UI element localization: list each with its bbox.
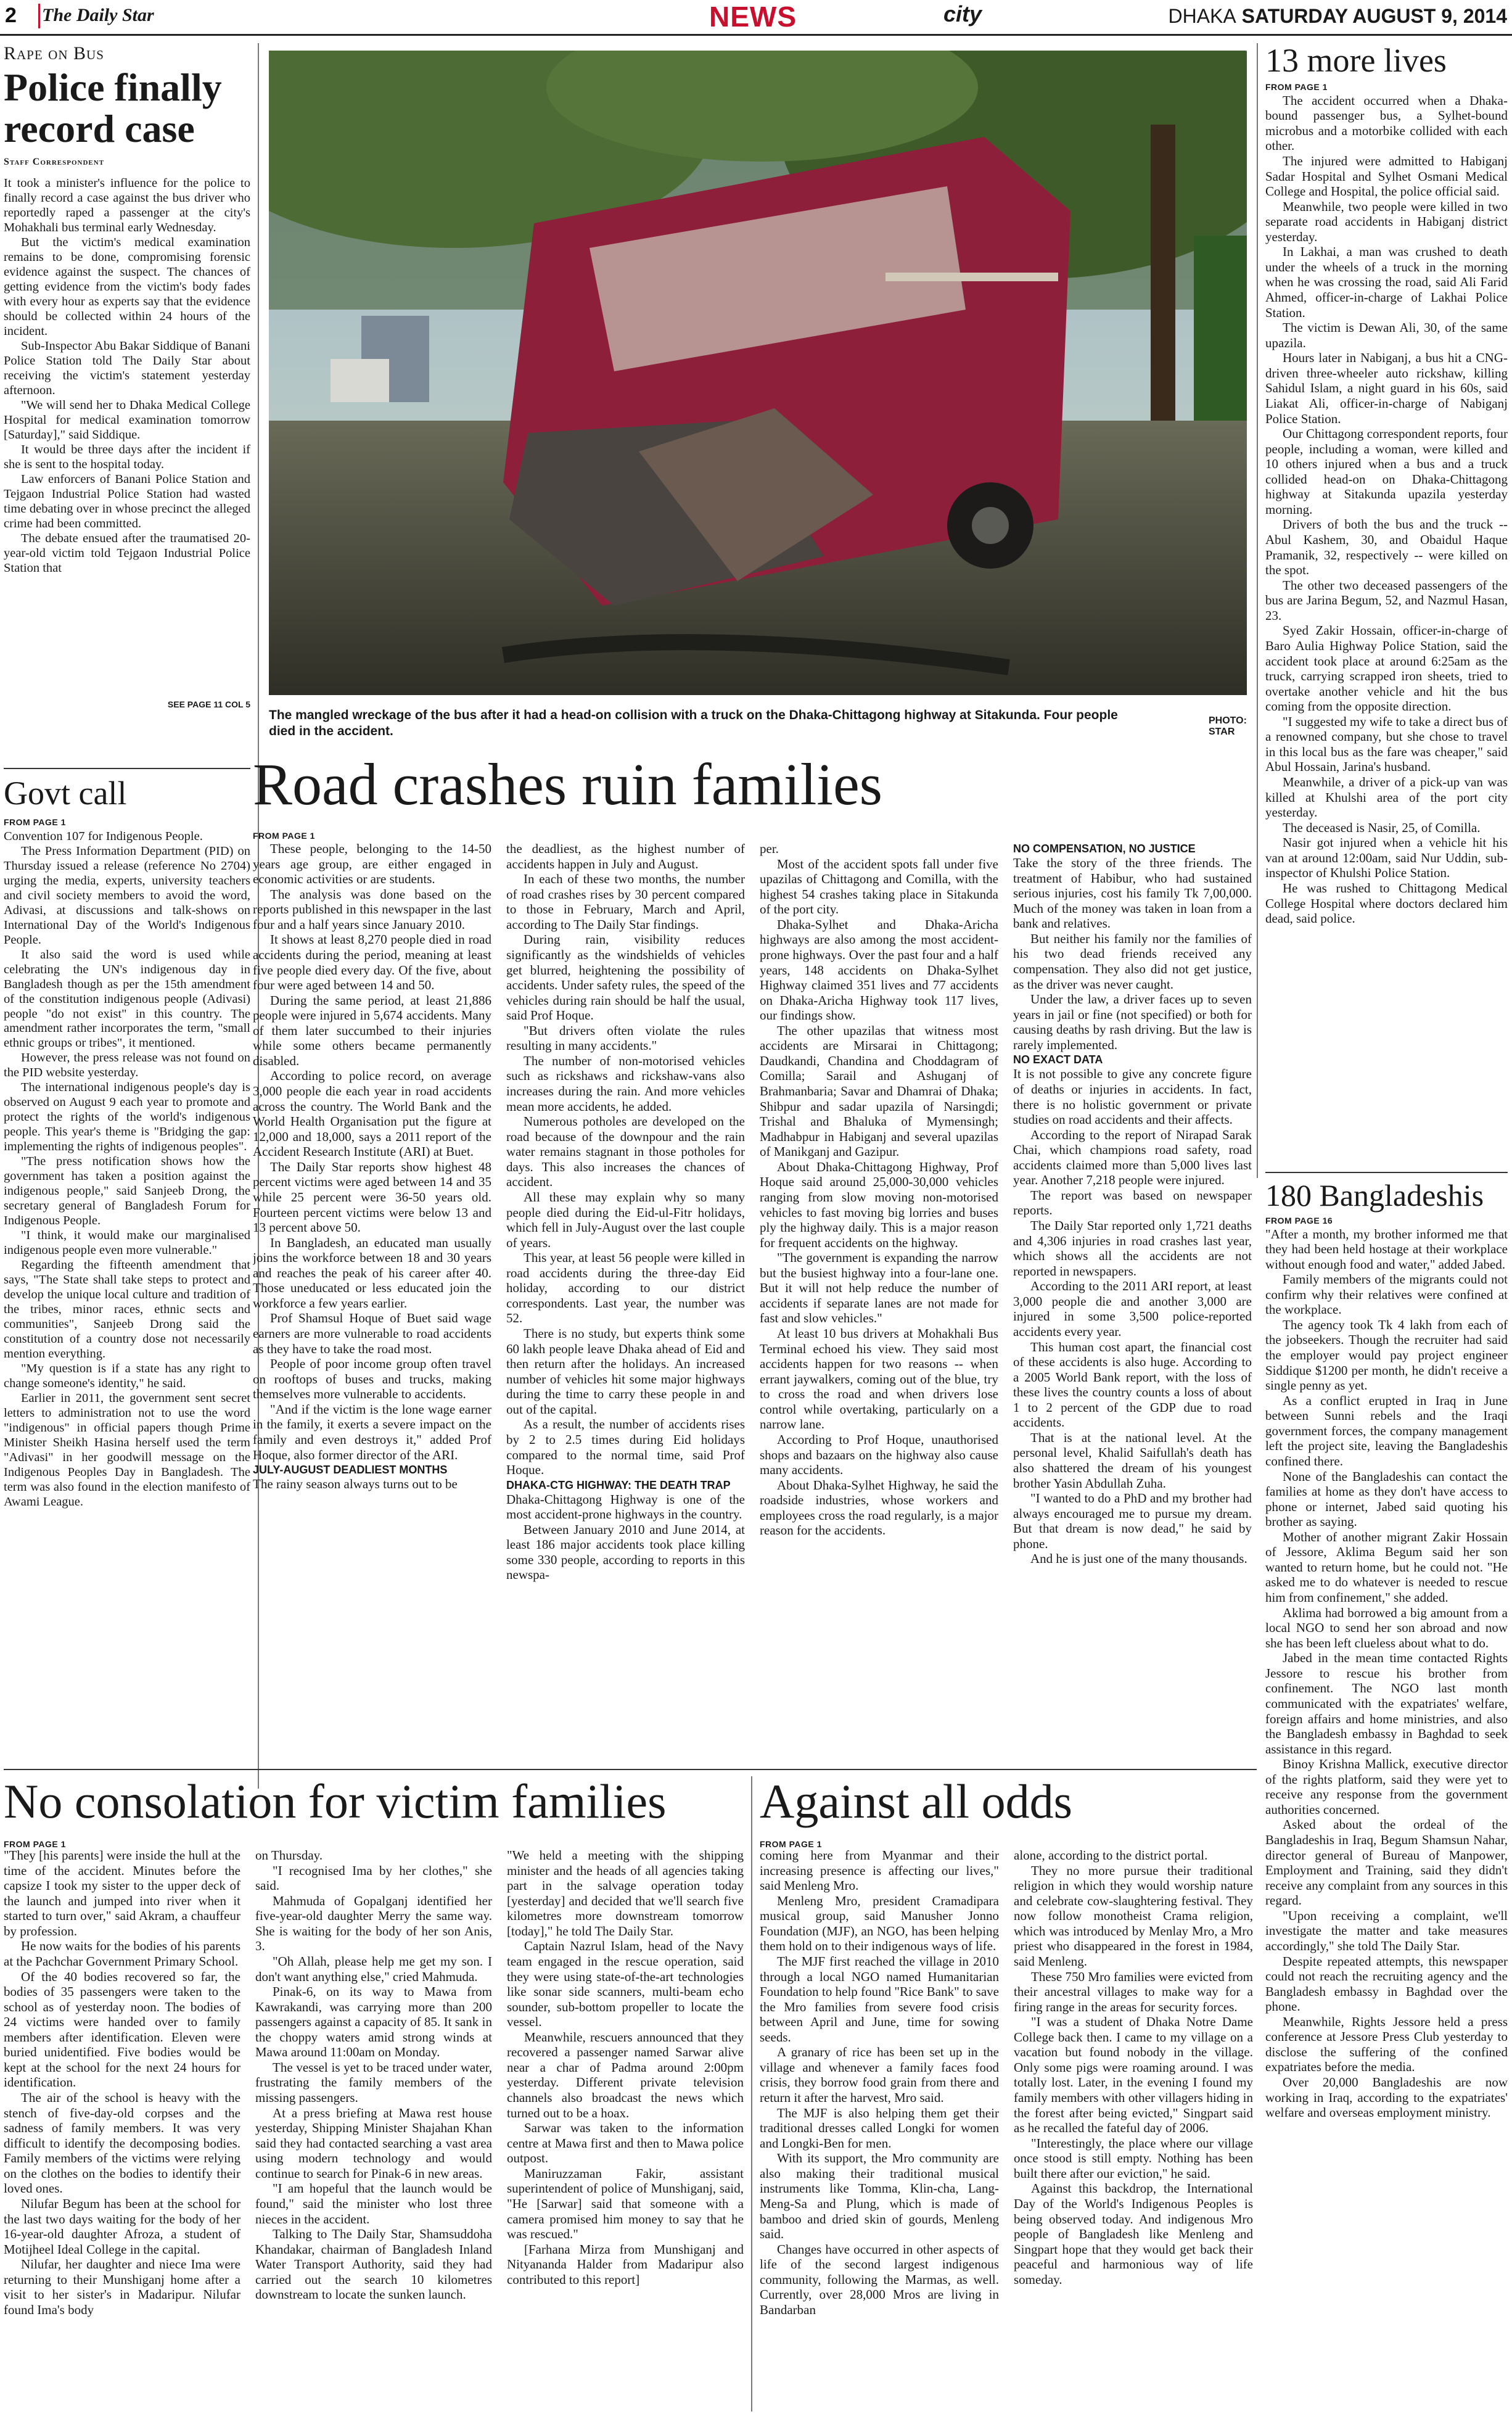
paragraph: coming here from Myanmar and their increasing presence is affecting our lives," said Menleng Mro. — [760, 1848, 999, 1893]
section-label: NEWS — [709, 1, 797, 33]
paragraph: Sub-Inspector Abu Bakar Siddique of Banani Police Station told The Daily Star about receiving the victim's statement yesterday afternoon. — [4, 339, 250, 398]
paragraph: "We held a meeting with the shipping minister and the heads of all agencies taking part in the salvage operation today [yesterday] and decided that we'll search five kilometres more downstream tomorrow [today]," he told The Daily Star. — [507, 1848, 744, 1938]
govt-story-headline: Govt call — [4, 775, 127, 812]
paragraph: Nilufar, her daughter and niece Ima were returning to their Munshiganj home after a visit to her sister's in Madaripur. Nilufar found Ima's body — [4, 2257, 240, 2317]
paragraph: Hours later in Nabiganj, a bus hit a CNG-driven three-wheeler auto rickshaw, killing Sahidul Islam, a night guard in his 60s, said Liakat Ali, officer-in-charge of Nabiganj Police Station. — [1265, 350, 1508, 426]
paragraph: About Dhaka-Sylhet Highway, he said the roadside industries, whose workers and employees cross the road regularly, is a major reason for the accidents. — [760, 1477, 998, 1538]
paragraph: Mother of another migrant Zakir Hossain of Jessore, Aklima Begum said her son wanted to return home, but he could not. "He asked me to do whatever is needed to rescue him from confinement," she added. — [1265, 1529, 1508, 1605]
road-story-column — [1013, 841, 1252, 1754]
paragraph: According to Prof Hoque, unauthorised shops and bazaars on the highway also cause many accidents. — [760, 1432, 998, 1478]
paragraph: Over 20,000 Bangladeshis are now working in Iraq, according to the expatriates' welfare and overseas employment ministry. — [1265, 2075, 1508, 2120]
road-story-headline: Road crashes ruin families — [253, 751, 883, 817]
paragraph: Convention 107 for Indigenous People. — [4, 829, 203, 843]
bus-wreck-illustration — [269, 51, 1247, 695]
paragraph: "Interestingly, the place where our village once stood is still empty. Nothing has been built there after our eviction," he said. — [1014, 2135, 1253, 2181]
paragraph: At least 10 bus drivers at Mohakhali Bus Terminal echoed his view. They said most accidents happen for two reasons -- when errant jaywalkers, coming out of the blue, try to cross the road and when drivers lose control while overtaking, particularly on a narrow lane. — [760, 1326, 998, 1432]
paragraph: Meanwhile, two people were killed in two separate road accidents in Habiganj district yesterday. — [1265, 199, 1508, 244]
paragraph: "And if the victim is the lone wage earner in the family, it exerts a severe impact on the family and even destroys it," added Prof Hoque, also former director of the ARI. — [253, 1401, 491, 1462]
paragraph: [Farhana Mirza from Munshiganj and Nityananda Halder from Madaripur also contributed to this report] — [507, 2241, 744, 2287]
paragraph: It shows at least 8,270 people died in road accidents during the period, meaning at least five people died every day. Of the five, about four were aged between 14 and 50. — [253, 932, 491, 993]
paragraph: None of the Bangladeshis can contact the families at home as they don't have access to phone or internet, Jabed said quoting his brother as saying. — [1265, 1469, 1508, 1530]
paragraph: The Daily Star reports show highest 48 percent victims were aged between 14 and 35 while 25 percent were 36-50 years old. Fourteen percent victims were below 13 and 13 percent above 50. — [253, 1159, 491, 1235]
paragraph: The other two deceased passengers of the bus are Jarina Begum, 52, and Nazmul Hasan, 23. — [1265, 577, 1508, 623]
paragraph: The victim is Dewan Ali, 30, of the same upazila. — [1265, 320, 1508, 350]
paragraph: Of the 40 bodies recovered so far, the bodies of 35 passengers were taken to the school as of yesterday noon. The bodies of 24 victims were handed over to family members after identification. Eleven were buried unidentified. Five bodies would be kept at the school for the next 24 hours for identification. — [4, 1969, 240, 2090]
rape-story-body — [4, 176, 250, 699]
paragraph: According to police record, on average 3,000 people die each year in road accidents across the country. The World Bank and the World Health Organisation put the figure at 12,000 and 18,000, says a 2011 report of the Accident Research Institute (ARI) at Buet. — [253, 1068, 491, 1160]
rape-story — [4, 43, 250, 709]
subheading: DHAKA-CTG HIGHWAY: THE DEATH TRAP — [506, 1478, 731, 1491]
paragraph: In Bangladesh, an educated man usually joins the workforce between 18 and 30 years and reaches the peak of his career after 40. Those uneducated or less educated join the workforce a few years earlier. — [253, 1235, 491, 1311]
paragraph: During the same period, at least 21,886 people were injured in 5,674 accidents. Many of them later succumbed to their injuries while some others became permanently disabled. — [253, 992, 491, 1068]
paragraph: Sarwar was taken to the information centre at Mawa first and then to Mawa police outpost. — [507, 2120, 744, 2166]
bangladeshis-story — [1265, 1179, 1508, 2408]
paragraph: Regarding the fifteenth amendment that says, "The State shall take steps to protect and develop the unique local culture and tradition of the tribes, minor races, ethnic sects and communities", Sanjeeb Drong said the constitution of a country dose not necessarily mention everything. — [4, 1258, 250, 1361]
lives-story — [1265, 43, 1508, 1157]
paragraph: Mahmuda of Gopalganj identified her five-year-old daughter Merry the same way. She is waiting for the body of her son Anis, 3. — [255, 1893, 492, 1954]
dateline — [1169, 5, 1508, 28]
paragraph: During rain, visibility reduces significantly as the windshields of vehicles get blurred, heightening the possibility of accidents. Under safety rules, the speed of the vehicles during rain should be half the usual, said Prof Hoque. — [506, 932, 745, 1023]
paragraph: Pinak-6, on its way to Mawa from Kawrakandi, was carrying more than 200 passengers against a capacity of 85. It sank in the choppy waters amid strong winds at Mawa around 11:00am on Monday. — [255, 1984, 492, 2060]
paragraph: But neither his family nor the families of his two dead friends received any compensation. They also did not get justice, as the driver was never caught. — [1013, 931, 1252, 992]
divider — [4, 1769, 1257, 1770]
paragraph: The MJF first reached the village in 2010 through a local NGO named Humanitarian Foundation to help found "Rice Bank" to save the Mro families from severe food crisis between April and June, time for sowing seeds. — [760, 1953, 999, 2045]
road-story-column — [760, 841, 998, 1754]
road-story-headline-wrap — [253, 751, 1252, 817]
column-rule — [751, 1776, 752, 2412]
paragraph: Against this backdrop, the International Day of the World's Indigenous Peoples is being observed today. And indigenous Mro people of Bangladesh like Menleng and Singpart hope that they would get back their peaceful and harmonious way of life someday. — [1014, 2181, 1253, 2287]
paragraph: per. — [760, 841, 779, 856]
paragraph: There is no study, but experts think some 60 lakh people leave Dhaka ahead of Eid and then return after the holidays. An increased number of vehicles hit some major highways during the time to carry these people in and out of the capital. — [506, 1326, 745, 1417]
paragraph: The other upazilas that witness most accidents are Mirsarai in Chittagong; Daudkandi, Chandina and Choddagram of Comilla; Sarail and Ashuganj of Brahmanbaria; Savar and Dhamrai of Dhaka; Shibpur and sadar upazila of Narsingdi; Trishal and Bhaluka of Mymensingh; Madhabpur in Habiganj and several upazilas of Manikganj and Gazipur. — [760, 1023, 998, 1160]
paragraph: About Dhaka-Chittagong Highway, Prof Hoque said around 25,000-30,000 vehicles ranging from slow moving non-motorised vehicles to fast moving big lorries and buses ply the highway daily. This is a major reason for frequent accidents on the highway. — [760, 1159, 998, 1250]
govt-story — [4, 776, 250, 1784]
rape-story-continues: SEE PAGE 11 COL 5 — [167, 699, 250, 710]
paragraph: The injured were admitted to Habiganj Sadar Hospital and Sylhet Osmani Medical College and Hospital, the police official said. — [1265, 153, 1508, 199]
paragraph: The report was based on newspaper reports. — [1013, 1187, 1252, 1218]
paragraph: Meanwhile, a driver of a pick-up van was killed at Khulshi area of the port city yesterday. — [1265, 775, 1508, 820]
paragraph: Law enforcers of Banani Police Station and Tejgaon Industrial Police Station had wasted time debating over in whose precinct the alleged crime had been committed. — [4, 472, 250, 531]
paragraph: The number of non-motorised vehicles such as rickshaws and rickshaw-vans also increases during the rain. And more vehicles mean more accidents, he added. — [506, 1053, 745, 1114]
photo-caption: The mangled wreckage of the bus after it had a head-on collision with a truck on the Dhaka-Chittagong highway at Sitakunda. Four people died in the accident. — [269, 708, 1118, 739]
rape-story-byline: Staff Correspondent — [4, 157, 105, 168]
subheading: NO COMPENSATION, NO JUSTICE — [1013, 842, 1196, 855]
paragraph: It also said the word is used while celebrating the UN's indigenous day in Bangladesh though as per the 15th amendment of the constitution indigenous people (Adivasi) people "do not exist" in this country. The amendment rather incorporates the term, "small ethnic groups or tribes", it mentioned. — [4, 947, 250, 1050]
divider — [4, 768, 250, 769]
paragraph: "The press notification shows how the government has taken a position against the indigenous people," said Sanjeeb Drong, the secretary general of Bangladesh Forum for Indigenous People. — [4, 1155, 250, 1228]
column-rule — [1257, 43, 1258, 1178]
masthead — [0, 0, 1512, 36]
photo-credit-name: STAR — [1209, 727, 1235, 737]
paragraph: That is at the national level. At the personal level, Khalid Saifullah's death has also shattered the dream of his youngest brother Yasin Abdullah Zuha. — [1013, 1430, 1252, 1491]
paragraph: The Daily Star reported only 1,721 deaths and 4,306 injuries in road crashes last year, which shows all the accidents are not reported in newspapers. — [1013, 1218, 1252, 1279]
paragraph: These people, belonging to the 14-50 years age group, are either engaged in economic activities or are students. — [253, 841, 491, 887]
paragraph: Earlier in 2011, the government sent secret letters to administration not to use the word "indigenous" in official papers though Prime Minister Sheikh Hasina herself used the term "Adivasi" in her goodwill message on the Indigenous Peoples Day in Bangladesh. The term was also found in the election manifesto of Awami League. — [4, 1391, 250, 1509]
paragraph: the deadliest, as the highest number of accidents happen in July and August. — [506, 841, 745, 871]
govt-story-body — [4, 830, 250, 1784]
road-story-column — [506, 841, 745, 1754]
paragraph: In Lakhai, a man was crushed to death under the wheels of a truck in the morning when he was crossing the road, said Ali Farid Ahmed, officer-in-charge of Lakhai Police Station. — [1265, 244, 1508, 320]
road-story-from-page: FROM PAGE 1 — [253, 831, 315, 841]
paragraph: At a press briefing at Mawa rest house yesterday, Shipping Minister Shajahan Khan said they had contacted searching a vast area using modern technology and would continue to search for Pinak-6 in new areas. — [255, 2105, 492, 2181]
dateline-city: DHAKA — [1168, 5, 1236, 27]
divider — [1265, 1172, 1508, 1173]
page-number: 2 — [5, 4, 17, 27]
paragraph: on Thursday. — [255, 1848, 323, 1863]
paragraph: Nilufar Begum has been at the school for the last two days waiting for the body of her 16-year-old daughter Afroza, a student of Motijheel Ideal College in the capital. — [4, 2196, 240, 2257]
paragraph: "I recognised Ima by her clothes," she said. — [255, 1863, 492, 1893]
masthead-divider — [38, 4, 40, 28]
paragraph: Drivers of both the bus and the truck -- Abul Kashem, 30, and Obaidul Haque Pramanik, 32, respectively -- were killed on the spot. — [1265, 517, 1508, 578]
paragraph: The rainy season always turns out to be — [253, 1477, 458, 1492]
odds-story-from-page: FROM PAGE 1 — [760, 1839, 822, 1849]
paragraph: As a conflict erupted in Iraq in June between Sunni rebels and the Iraqi government forces, the company management left the project site, leaving the Bangladeshis confined there. — [1265, 1393, 1508, 1469]
dateline-date: SATURDAY AUGUST 9, 2014 — [1241, 5, 1507, 27]
paragraph: The international indigenous people's day is observed on August 9 each year to promote and protect the rights of the world's indigenous people. This year's theme is "Bridging the gap: implementing the rights of indigenous peoples". — [4, 1081, 250, 1154]
paragraph: But the victim's medical examination remains to be done, compromising forensic evidence against the suspect. The chances of getting evidence from the victim's body fades with every hour as experts say that the evidence should be collected within 24 hours of the incident. — [4, 236, 250, 339]
paragraph: Captain Nazrul Islam, head of the Navy team engaged in the rescue operation, said they were using state-of-the-art technologies like sonar side scanners, multi-beam echo sounder, sub-bottom propeller to locate the vessel. — [507, 1938, 744, 2030]
paragraph: "I was a student of Dhaka Notre Dame College back then. I came to my village on a vacation but found nobody in the village. Only some pigs were roaming around. I was totally lost. Later, in the evening I found my family members with other villagers hiding in the forest after being evicted," Singpart said as he recalled the fateful day of 2006. — [1014, 2014, 1253, 2136]
photo-credit-label: PHOTO: — [1209, 715, 1247, 726]
road-story-column — [253, 841, 491, 1754]
paper-logo: The Daily Star — [42, 5, 154, 25]
paragraph: This human cost apart, the financial cost of these accidents is also huge. According to a 2005 World Bank report, with the loss of these lives the country counts a loss of about 1 to 2 percent of the GDP due to road accidents. — [1013, 1339, 1252, 1430]
road-story-body — [253, 841, 1252, 1754]
paragraph: Despite repeated attempts, this newspaper could not reach the recruiting agency and the Bangladesh embassy in Baghdad over the phone. — [1265, 1953, 1508, 2014]
paragraph: Changes have occurred in other aspects of life of the second largest indigenous community, following the Marmas, as well. Currently, over 28,000 Mros are living in Bandarban — [760, 2241, 999, 2317]
paragraph: "I am hopeful that the launch would be found," said the minister who lost three nieces in the accident. — [255, 2181, 492, 2227]
rape-story-headline: Police finally record case — [4, 65, 222, 151]
paragraph: It would be three days after the incident if she is sent to the hospital today. — [4, 443, 250, 472]
paragraph: Talking to The Daily Star, Shamsuddoha Khandakar, chairman of Bangladesh Inland Water Transport Authority, said they had carried out the search 10 kilometres downstream to locate the sunken launch. — [255, 2227, 492, 2302]
paragraph: Between January 2010 and June 2014, at least 186 major accidents took place killing some 330 people, according to reports in this newspa- — [506, 1522, 745, 1583]
consolation-story-column — [4, 1848, 240, 2412]
consolation-story-column — [507, 1848, 744, 2412]
paragraph: With its support, the Mro community are also making their traditional musical instruments like Tomma, Klin-cha, Lang-Meng-Sa and Plung, which is made of bamboo and dried skin of gourds, Menleng said. — [760, 2151, 999, 2242]
lives-story-body — [1265, 93, 1508, 1157]
paragraph: Aklima had borrowed a big amount from a local NGO to send her son abroad and now she has been left clueless about what to do. — [1265, 1605, 1508, 1650]
paragraph: Meanwhile, Rights Jessore held a press conference at Jessore Press Club yesterday to disclose the suffering of the confined expatriates before the media. — [1265, 2014, 1508, 2075]
paragraph: He now waits for the bodies of his parents at the Pachchar Government Primary School. — [4, 1938, 240, 1969]
paragraph: In each of these two months, the number of road crashes rises by 30 percent compared to those in February, March and April, according to The Daily Star findings. — [506, 871, 745, 932]
paragraph: The deceased is Nasir, 25, of Comilla. — [1283, 820, 1481, 835]
odds-story-column — [1014, 1848, 1253, 2412]
paragraph: alone, according to the district portal. — [1014, 1848, 1208, 1863]
paragraph: The debate ensued after the traumatised 20-year-old victim told Tejgaon Industrial Police Station that — [4, 532, 250, 575]
paragraph: Binoy Krishna Mallick, executive director of the rights platform, said they were yet to receive any response from the government authorities concerned. — [1265, 1757, 1508, 1817]
odds-story-body — [760, 1848, 1253, 2412]
paragraph: "I think, it would make our marginalised indigenous people even more vulnerable." — [4, 1229, 250, 1258]
paragraph: Our Chittagong correspondent reports, four people, including a woman, were killed and 10 others injured when a bus and a truck collided head-on on Dhaka-Chittagong highway at Sitakunda upazila yesterday morning. — [1265, 426, 1508, 517]
paragraph: The analysis was done based on the reports published in this newspaper in the last four and a half years since January 2010. — [253, 886, 491, 932]
paragraph: Take the story of the three friends. The treatment of Habibur, who had sustained serious injuries, cost his family Tk 7,00,000. Much of the money was taken in loan from a bank and relatives. — [1013, 855, 1252, 931]
consolation-story-headline: No consolation for victim families — [4, 1774, 667, 1828]
paragraph: Nasir got injured when a vehicle hit his van at around 12:00am, said Nur Uddin, sub-inspector of Khulshi Police Station. — [1265, 835, 1508, 881]
paragraph: "The government is expanding the narrow but the busiest highway into a four-lane one. But it will not help reduce the number of accidents if separate lanes are not made for fast and slow vehicles." — [760, 1250, 998, 1326]
subheading: NO EXACT DATA — [1013, 1053, 1103, 1066]
paragraph: Under the law, a driver faces up to seven years in jail or fine (not specified) or both for causing deaths by rash driving. But the law is rarely implemented. — [1013, 992, 1252, 1052]
govt-story-from-page: FROM PAGE 1 — [4, 817, 66, 827]
paragraph: The vessel is yet to be traced under water, frustrating the family members of the missing passengers. — [255, 2059, 492, 2105]
paragraph: "Oh Allah, please help me get my son. I don't want anything else," cried Mahmuda. — [255, 1953, 492, 1984]
bangladeshis-story-headline: 180 Bangladeshis — [1265, 1178, 1484, 1213]
paragraph: Most of the accident spots fall under five upazilas of Chittagong and Comilla, with the highest 54 crashes taking place in Sitakunda of the port city. — [760, 856, 998, 917]
paragraph: And he is just one of the many thousands. — [1030, 1551, 1247, 1567]
paragraph: The MJF is also helping them get their traditional dresses called Longki for women and Longki-Ben for men. — [760, 2105, 999, 2151]
paragraph: He was rushed to Chittagong Medical College Hospital where doctors declared him dead, said police. — [1265, 880, 1508, 926]
sub-section-label: city — [943, 1, 982, 27]
rape-story-kicker: Rape on Bus — [4, 43, 104, 64]
paragraph: They no more pursue their traditional religion in which they would worship nature and celebrate cow-slaughtering festival. They now follow monotheist Crama religion, which was introduced by Menlay Mro, a Mro priest who disappeared in the forest in 1984, said Menleng. — [1014, 1863, 1253, 1969]
paragraph: According to the 2011 ARI report, at least 3,000 people die and another 3,000 are injured in some 3,500 police-reported accidents every year. — [1013, 1279, 1252, 1339]
bangladeshis-story-from-page: FROM PAGE 16 — [1265, 1215, 1333, 1226]
paragraph: Asked about the ordeal of the Bangladeshis in Iraq, Begum Shamsun Nahar, director general of Bureau of Manpower, Employment and Training, said they didn't receive any complaint from any sources in this regard. — [1265, 1817, 1508, 1908]
odds-story-headline: Against all odds — [760, 1774, 1072, 1828]
paragraph: People of poor income group often travel on rooftops of buses and trucks, making themselves more vulnerable to accidents. — [253, 1356, 491, 1402]
paragraph: "But drivers often violate the rules resulting in many accidents." — [506, 1023, 745, 1053]
paragraph: "Upon receiving a complaint, we'll investigate the matter and take measures accordingly," she told The Daily Star. — [1265, 1908, 1508, 1953]
consolation-story-body — [4, 1848, 744, 2412]
photo-credit — [1209, 715, 1252, 738]
paragraph: Dhaka-Chittagong Highway is one of the most accident-prone highways in the country. — [506, 1491, 745, 1522]
paragraph: As a result, the number of accidents rises by 2 to 2.5 times during Eid holidays compared to the normal time, said Prof Hoque. — [506, 1417, 745, 1478]
lives-story-headline: 13 more lives — [1265, 42, 1447, 79]
paragraph: This year, at least 56 people were killed in road accidents during the three-day Eid holiday, according to our district correspondents. Last year, the number was 52. — [506, 1250, 745, 1326]
odds-story-column — [760, 1848, 999, 2412]
paragraph: "I suggested my wife to take a direct bus of a renowned company, but she chose to travel in this local bus as the fare was cheaper," said Abul Hossain, Jarina's husband. — [1265, 714, 1508, 775]
consolation-story-headline-wrap — [4, 1776, 744, 1827]
paragraph: The Press Information Department (PID) on Thursday issued a release (reference No 2704) urging the media, experts, university teachers and civil society members to avoid the word, Adivasi, at discussions and talk-shows on International Day of the World's Indigenous People. — [4, 844, 250, 947]
lives-story-from-page: FROM PAGE 1 — [1265, 81, 1328, 92]
paragraph: The agency took Tk 4 lakh from each of the jobseekers. Though the recruiter had said the employer would pay project engineer Siddique $1200 per month, he didn't receive a single penny as yet. — [1265, 1317, 1508, 1393]
paragraph: Menleng Mro, president Cramadipara musical group, said Manusher Jonno Foundation (MJF), an NGO, has been helping them hold on to their indigenous ways of life. — [760, 1893, 999, 1954]
consolation-story-from-page: FROM PAGE 1 — [4, 1839, 66, 1849]
paragraph: "We will send her to Dhaka Medical College Hospital for medical examination tomorrow [Saturday]," said Siddique. — [4, 398, 250, 442]
paragraph: These 750 Mro families were evicted from their ancestral villages to make way for a firing range in the areas for security forces. — [1014, 1969, 1253, 2014]
consolation-story-column — [255, 1848, 492, 2412]
paragraph: "After a month, my brother informed me that they had been held hostage at their workplace without enough food and water," added Jabed. — [1265, 1226, 1508, 1272]
paragraph: It took a minister's influence for the police to finally record a case against the bus driver who reportedly raped a passenger at the city's Mohakhali bus terminal early Wednesday. — [4, 176, 250, 235]
subheading: JULY-AUGUST DEADLIEST MONTHS — [253, 1464, 448, 1477]
paragraph: Maniruzzaman Fakir, assistant superintendent of police of Munshiganj, said, "He [Sarwar] said that someone with a camera promised him money to say that he was rescued." — [507, 2165, 744, 2242]
paragraph: The air of the school is heavy with the stench of five-day-old corpses and the sadness of family members. It was very difficult to identify the decomposing bodies. Family members of the victims were relying on the clothes on the bodies to identify their loved ones. — [4, 2090, 240, 2196]
paragraph: A granary of rice has been set up in the village and whenever a family faces food crisis, they borrow food grain from there and return it after the harvest, Mro said. — [760, 2045, 999, 2105]
paragraph: Syed Zakir Hossain, officer-in-charge of Baro Aulia Highway Police Station, said the accident took place at around 6:25am as the truck, carrying scrapped iron sheets, tried to overtake another vehicle and hit the bus coming from the opposite direction. — [1265, 623, 1508, 714]
paragraph: "They [his parents] were inside the hull at the time of the accident. Minutes before the capsize I took my sister to the upper deck of the launch and jumped into river when it started to turn over," said Akram, a chauffeur by profession. — [4, 1848, 240, 1938]
paragraph: Meanwhile, rescuers announced that they recovered a passenger named Sarwar alive near a char of Padma around 2:00pm yesterday. Different private television channels also broadcast the news which turned out to be a hoax. — [507, 2029, 744, 2120]
paragraph: Prof Shamsul Hoque of Buet said wage earners are more vulnerable to road accidents as they have to take the road most. — [253, 1311, 491, 1356]
paragraph: Jabed in the mean time contacted Rights Jessore to rescue his brother from confinement. The NGO last month communicated with the expatriates' welfare, foreign affairs and home ministries, and also the Bangladesh embassy in Baghdad to seek assistance in this regard. — [1265, 1650, 1508, 1757]
paragraph: "I wanted to do a PhD and my brother had always encouraged me to pursue my dream. But that dream is now dead," he said by phone. — [1013, 1491, 1252, 1551]
paragraph: However, the press release was not found on the PID website yesterday. — [4, 1051, 250, 1080]
paragraph: It is not possible to give any concrete figure of deaths or injuries in accidents. In fact, there is no holistic government or private studies on road accidents and their affects. — [1013, 1066, 1252, 1127]
bangladeshis-story-body — [1265, 1227, 1508, 2408]
paragraph: Family members of the migrants could not confirm why their relatives were confined at the workplace. — [1265, 1272, 1508, 1317]
paragraph: According to the report of Nirapad Sarak Chai, which champions road safety, road accidents claimed more than 5,000 lives last year. Another 7,218 people were injured. — [1013, 1127, 1252, 1188]
paragraph: The accident occurred when a Dhaka-bound passenger bus, a Sylhet-bound microbus and a motorbike collided with each other. — [1265, 93, 1508, 154]
odds-story-headline-wrap — [760, 1776, 1253, 1827]
paragraph: All these may explain why so many people died during the Eid-ul-Fitr holidays, which fell in July-August over the last couple of years. — [506, 1189, 745, 1250]
paragraph: "My question is if a state has any right to change someone's identity," he said. — [4, 1362, 250, 1391]
paragraph: Dhaka-Sylhet and Dhaka-Aricha highways are also among the most accident-prone highways. Over the past four and a half years, 148 accidents on Dhaka-Sylhet Highway claimed 351 lives and 77 accidents on Dhaka-Aricha Highway took 117 lives, our findings show. — [760, 917, 998, 1023]
paragraph: Numerous potholes are developed on the road because of the downpour and the rain water remains stagnant in those potholes for days. This also increases the chances of accident. — [506, 1114, 745, 1190]
bus-wreck-photo — [269, 51, 1247, 695]
